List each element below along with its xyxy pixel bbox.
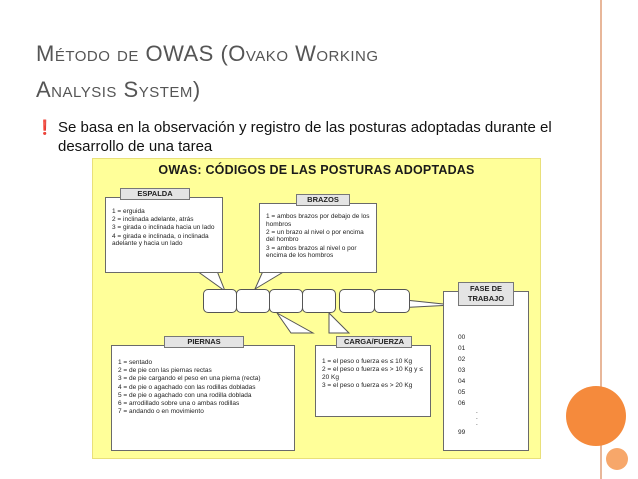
- code-cell-brazos: [236, 289, 270, 313]
- fase-code-dot-1: .: [476, 408, 478, 415]
- code-cell-fase-2: [374, 289, 410, 313]
- bullet-icon: ❗: [36, 119, 54, 135]
- fase-code-1: 00: [458, 334, 466, 341]
- brazos-item-3: 3 = ambos brazos al nivel o por encima de los hombros: [266, 244, 357, 260]
- carga-items: [322, 358, 428, 390]
- owas-diagram: [92, 158, 541, 459]
- fase-codes: [458, 332, 498, 438]
- slide-title-line-2: Analysis System): [36, 77, 201, 102]
- decorative-circle-small: [606, 448, 628, 470]
- piernas-title: PIERNAS: [164, 336, 244, 348]
- carga-title: CARGA/FUERZA: [336, 336, 412, 348]
- code-cell-fase-1: [339, 289, 375, 313]
- espalda-pointer: [197, 271, 225, 291]
- fase-code-7: 06: [458, 400, 466, 407]
- bullet-point: [36, 118, 596, 156]
- piernas-pointer: [277, 313, 313, 333]
- slide-title-line-1: Método de OWAS (Ovako Working: [36, 41, 379, 66]
- fase-code-last: 99: [458, 429, 466, 436]
- fase-code-6: 05: [458, 389, 466, 396]
- fase-code-4: 03: [458, 367, 466, 374]
- piernas-item-1: 1 = sentado: [118, 359, 153, 366]
- fase-code-5: 04: [458, 378, 466, 385]
- espalda-items: [112, 208, 220, 248]
- espalda-box: [105, 189, 223, 273]
- piernas-item-5: 5 = de pie o agachado con una rodilla doblada: [118, 391, 252, 399]
- brazos-item-2: 2 = un brazo al nivel o por encima del hombro: [266, 228, 364, 244]
- fase-code-dot-2: .: [476, 414, 478, 421]
- fase-title: FASE DE TRABAJO: [458, 282, 514, 306]
- carga-item-2: 2 = el peso o fuerza es > 10 Kg y ≤ 20 Kg: [322, 366, 423, 381]
- brazos-title: BRAZOS: [296, 194, 350, 206]
- piernas-item-6: 6 = arrodillado sobre una o ambas rodillas: [118, 399, 240, 407]
- espalda-item-3: 3 = girada o inclinada hacia un lado: [112, 224, 215, 232]
- piernas-item-4: 4 = de pie o agachado con las rodillas dobladas: [118, 383, 256, 391]
- code-cell-carga: [302, 289, 336, 313]
- fase-code-3: 02: [458, 356, 466, 363]
- code-cell-piernas: [269, 289, 303, 313]
- espalda-item-2: 2 = inclinada adelante, atrás: [112, 216, 194, 224]
- piernas-item-7: 7 = andando o en movimiento: [118, 408, 204, 416]
- brazos-box: [259, 195, 377, 273]
- diagram-title: OWAS: CÓDIGOS DE LAS POSTURAS ADOPTADAS: [158, 163, 475, 177]
- code-cell-espalda: [203, 289, 237, 313]
- brazos-pointer: [255, 271, 285, 289]
- espalda-item-1: 1 = erguida: [112, 208, 145, 215]
- espalda-item-4: 4 = girada e inclinada, o inclinada adelante y hacia un lado: [112, 232, 209, 248]
- carga-pointer: [329, 313, 349, 333]
- bullet-text: Se basa en la observación y registro de las posturas adoptadas durante el desarrollo de una tarea: [58, 119, 552, 155]
- piernas-box: [111, 337, 295, 451]
- carga-item-3: 3 = el peso o fuerza es > 20 Kg: [322, 381, 413, 389]
- espalda-title: ESPALDA: [120, 188, 190, 200]
- piernas-item-2: 2 = de pie con las piernas rectas: [118, 367, 212, 375]
- brazos-item-1: 1 = ambos brazos por debajo de los hombros: [266, 213, 370, 228]
- fase-code-2: 01: [458, 345, 466, 352]
- slide-title: [36, 36, 536, 108]
- carga-box: [315, 337, 431, 417]
- piernas-items: [118, 359, 290, 416]
- piernas-item-3: 3 = de pie cargando el peso en una pierna (recta): [118, 375, 261, 383]
- fase-code-dot-3: .: [476, 420, 478, 427]
- decorative-circle-large: [566, 386, 626, 446]
- carga-item-1: 1 = el peso o fuerza es ≤ 10 Kg: [322, 358, 413, 365]
- fase-box: [443, 284, 529, 451]
- brazos-items: [266, 213, 374, 260]
